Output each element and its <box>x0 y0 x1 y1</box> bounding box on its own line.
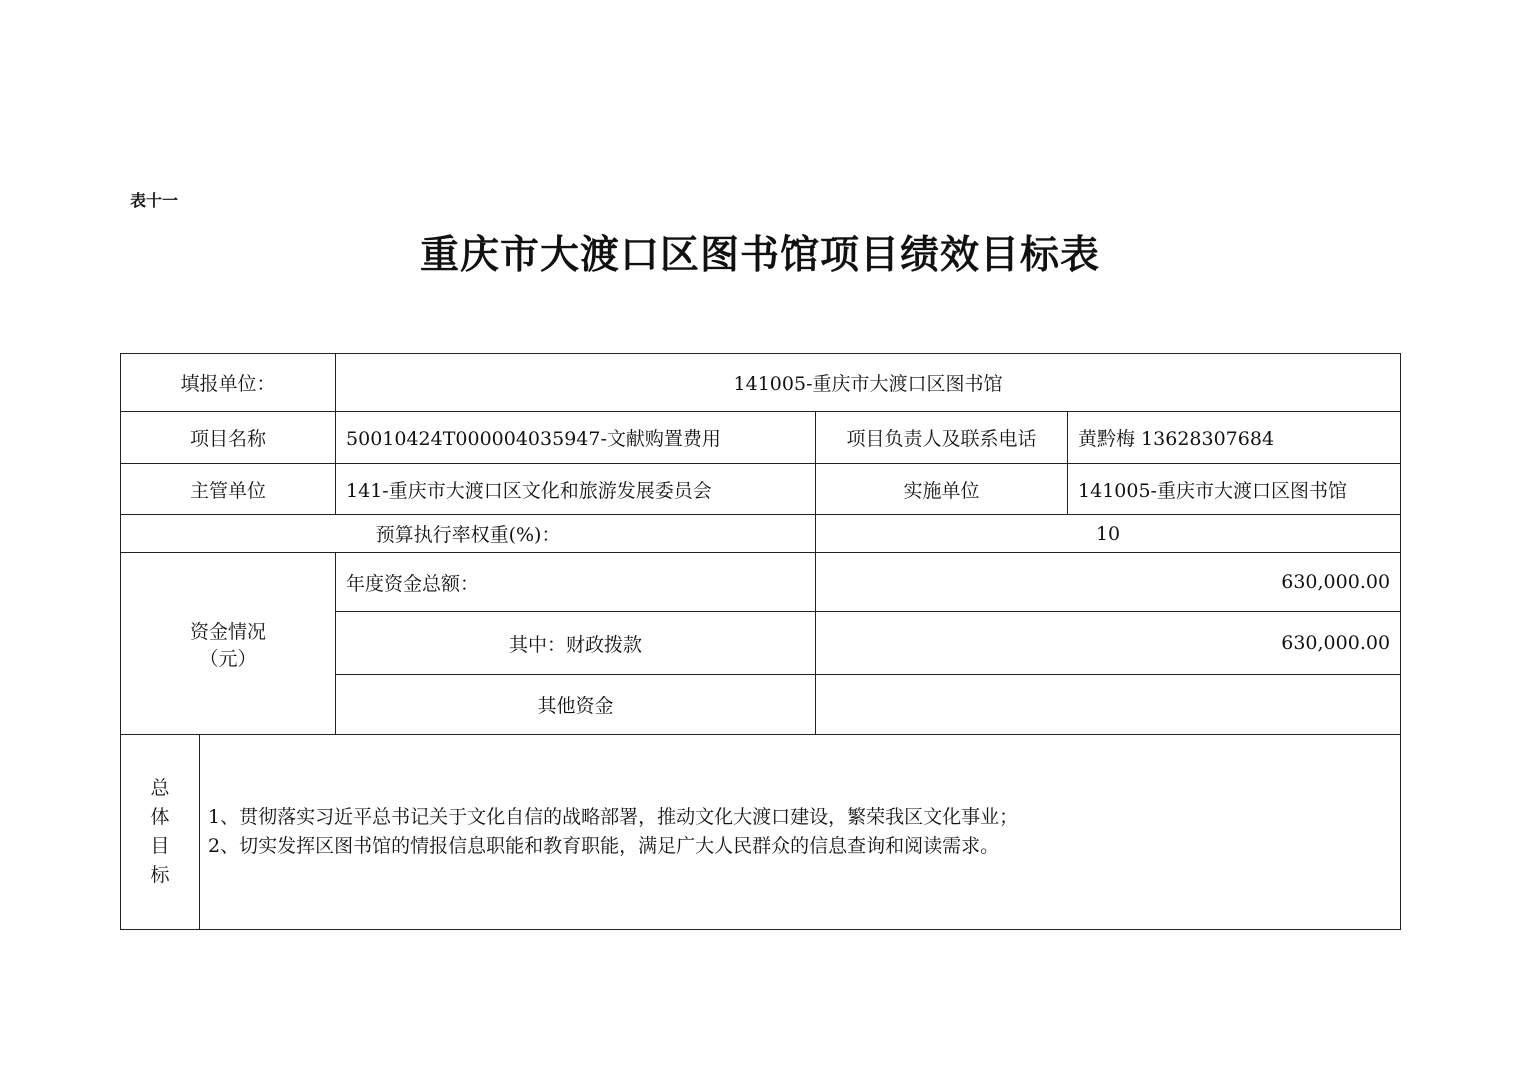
row-reporting-unit <box>121 354 1401 412</box>
funds-label-line2: （元） <box>199 647 257 670</box>
performance-goal-table <box>120 353 1401 930</box>
budget-weight-value: 10 <box>816 515 1401 553</box>
other-funds-value <box>816 675 1401 735</box>
implementing-unit-label: 实施单位 <box>816 464 1068 515</box>
row-supervising-unit <box>121 464 1401 515</box>
supervising-unit-label: 主管单位 <box>121 464 336 515</box>
supervising-unit-value: 141-重庆市大渡口区文化和旅游发展委员会 <box>336 464 816 515</box>
overall-goal-char: 目 <box>150 835 170 857</box>
project-leader-label: 项目负责人及联系电话 <box>816 412 1068 464</box>
row-budget-weight <box>121 515 1401 553</box>
overall-goal-label <box>121 735 200 930</box>
document-title: 重庆市大渡口区图书馆项目绩效目标表 <box>419 232 1100 278</box>
fiscal-label: 其中：财政拨款 <box>336 612 816 675</box>
overall-goal-char: 体 <box>150 806 170 828</box>
row-overall-goal <box>121 735 1401 930</box>
overall-goal-char: 标 <box>150 864 170 886</box>
overall-goal-line: 1、贯彻落实习近平总书记关于文化自信的战略部署，推动文化大渡口建设，繁荣我区文化事业； <box>208 806 1019 828</box>
reporting-unit-value: 141005-重庆市大渡口区图书馆 <box>336 354 1401 412</box>
annual-total-label: 年度资金总额： <box>336 553 816 612</box>
row-annual-total <box>121 553 1401 612</box>
annual-total-value: 630,000.00 <box>816 553 1401 612</box>
reporting-unit-label: 填报单位： <box>121 354 336 412</box>
budget-weight-label: 预算执行率权重(%)： <box>121 515 816 553</box>
funds-label-line1: 资金情况 <box>190 620 267 643</box>
project-leader-value: 黄黔梅 13628307684 <box>1068 412 1401 464</box>
fiscal-value: 630,000.00 <box>816 612 1401 675</box>
funds-label <box>121 553 336 735</box>
project-name-value: 50010424T000004035947-文献购置费用 <box>336 412 816 464</box>
implementing-unit-value: 141005-重庆市大渡口区图书馆 <box>1068 464 1401 515</box>
project-name-label: 项目名称 <box>121 412 336 464</box>
row-project-name <box>121 412 1401 464</box>
other-funds-label: 其他资金 <box>336 675 816 735</box>
overall-goal-char: 总 <box>150 777 170 799</box>
overall-goal-text <box>200 735 1401 930</box>
overall-goal-line: 2、切实发挥区图书馆的情报信息职能和教育职能，满足广大人民群众的信息查询和阅读需求。 <box>208 835 1000 857</box>
table-number: 表十一 <box>130 191 179 210</box>
